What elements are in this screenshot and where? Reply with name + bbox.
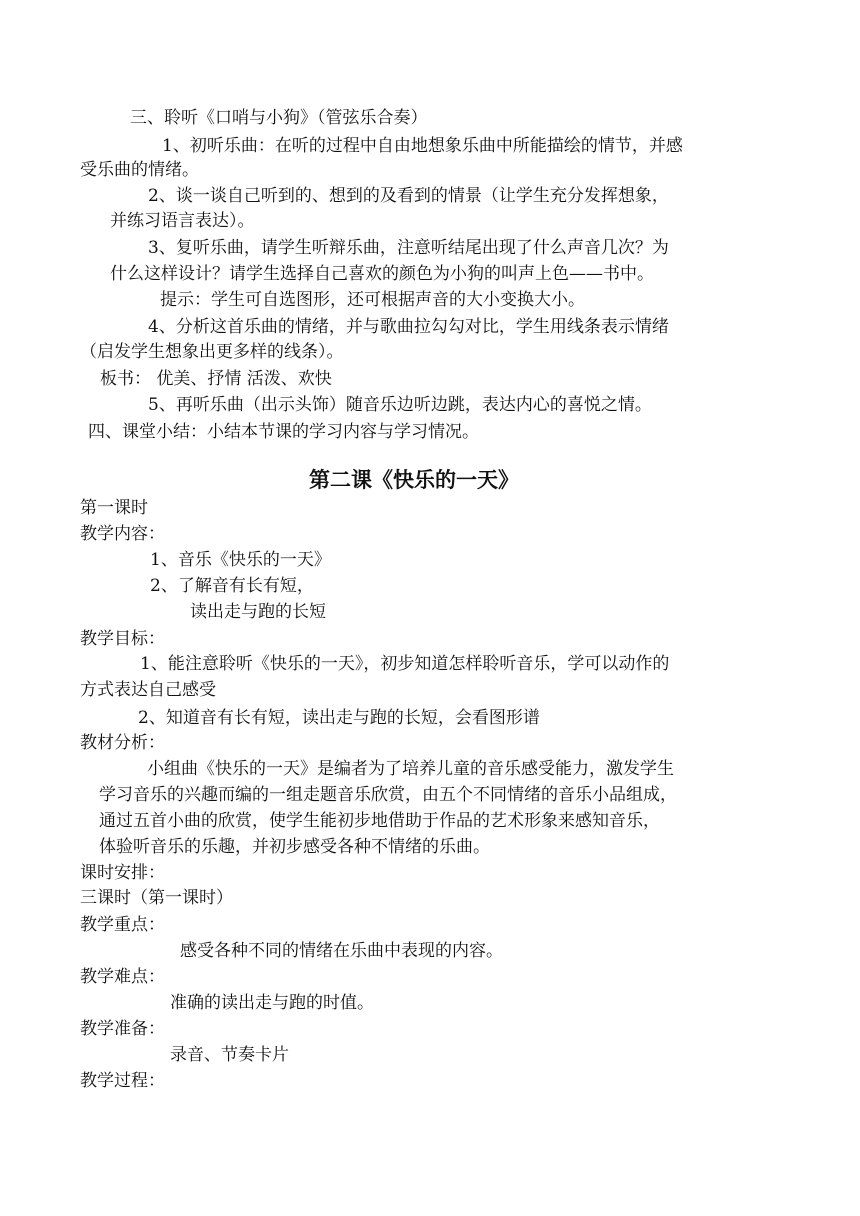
content-item-1: 1、音乐《快乐的一天》 [150, 550, 331, 570]
item3-line2: 什么这样设计？请学生选择自己喜欢的颜色为小狗的叫声上色——书中。 [110, 264, 654, 284]
goals-label: 教学目标： [80, 629, 165, 649]
item5-line: 5、再听乐曲（出示头饰）随音乐边听边跳，表达内心的喜悦之情。 [148, 395, 652, 415]
analysis-line-3: 通过五首小曲的欣赏，使学生能初步地借助于作品的艺术形象来感知音乐， [99, 811, 660, 831]
analysis-line-4: 体验听音乐的乐趣，并初步感受各种不情绪的乐曲。 [99, 837, 490, 857]
difficulty-label: 教学难点： [80, 967, 165, 987]
item1-line2: 受乐曲的情绪。 [80, 160, 199, 180]
difficulty-value: 准确的读出走与跑的时值。 [170, 993, 374, 1013]
content-item-3: 读出走与跑的长短 [190, 602, 326, 622]
board-line: 板书： 优美、抒情 活泼、欢快 [100, 369, 332, 389]
preparation-label: 教学准备： [80, 1019, 165, 1039]
item3-line1: 3、复听乐曲，请学生听辩乐曲，注意听结尾出现了什么声音几次？为 [148, 238, 669, 258]
goal-1-line2: 方式表达自己感受 [80, 680, 216, 700]
lesson-title: 第二课《快乐的一天》 [309, 468, 519, 492]
schedule-label: 课时安排： [80, 863, 165, 883]
process-label: 教学过程： [80, 1071, 165, 1091]
item1-line1: 1、初听乐曲：在听的过程中自由地想象乐曲中所能描绘的情节，并感 [162, 136, 683, 156]
item2-line1: 2、谈一谈自己听到的、想到的及看到的情景（让学生充分发挥想象， [148, 186, 669, 206]
section4-heading: 四、课堂小结：小结本节课的学习内容与学习情况。 [88, 422, 479, 442]
preparation-value: 录音、节奏卡片 [170, 1045, 289, 1065]
content-label: 教学内容： [80, 524, 165, 544]
item4-line1: 4、分析这首乐曲的情绪，并与歌曲拉勾勾对比，学生用线条表示情绪 [148, 317, 669, 337]
goal-2-line: 2、知道音有长有短，读出走与跑的长短，会看图形谱 [138, 708, 540, 728]
section3-heading: 三、聆听《口哨与小狗》（管弦乐合奏） [130, 108, 428, 128]
goal-1-line1: 1、能注意聆听《快乐的一天》，初步知道怎样聆听音乐，学可以动作的 [140, 654, 670, 674]
hint-line: 提示：学生可自选图形，还可根据声音的大小变换大小。 [160, 290, 585, 310]
analysis-label: 教材分析： [80, 733, 165, 753]
key-point-label: 教学重点： [80, 915, 165, 935]
content-item-2: 2、了解音有长有短， [150, 576, 314, 596]
period-line: 第一课时 [80, 498, 148, 518]
item4-line2: （启发学生想象出更多样的线条）。 [80, 342, 344, 362]
item2-line2: 并练习语言表达）。 [110, 211, 255, 231]
analysis-line-1: 小组曲《快乐的一天》是编者为了培养儿童的音乐感受能力，激发学生 [147, 759, 674, 779]
analysis-line-2: 学习音乐的兴趣而编的一组走题音乐欣赏，由五个不同情绪的音乐小品组成， [99, 785, 677, 805]
key-point-value: 感受各种不同的情绪在乐曲中表现的内容。 [180, 941, 503, 961]
schedule-value: 三课时（第一课时） [80, 888, 233, 908]
